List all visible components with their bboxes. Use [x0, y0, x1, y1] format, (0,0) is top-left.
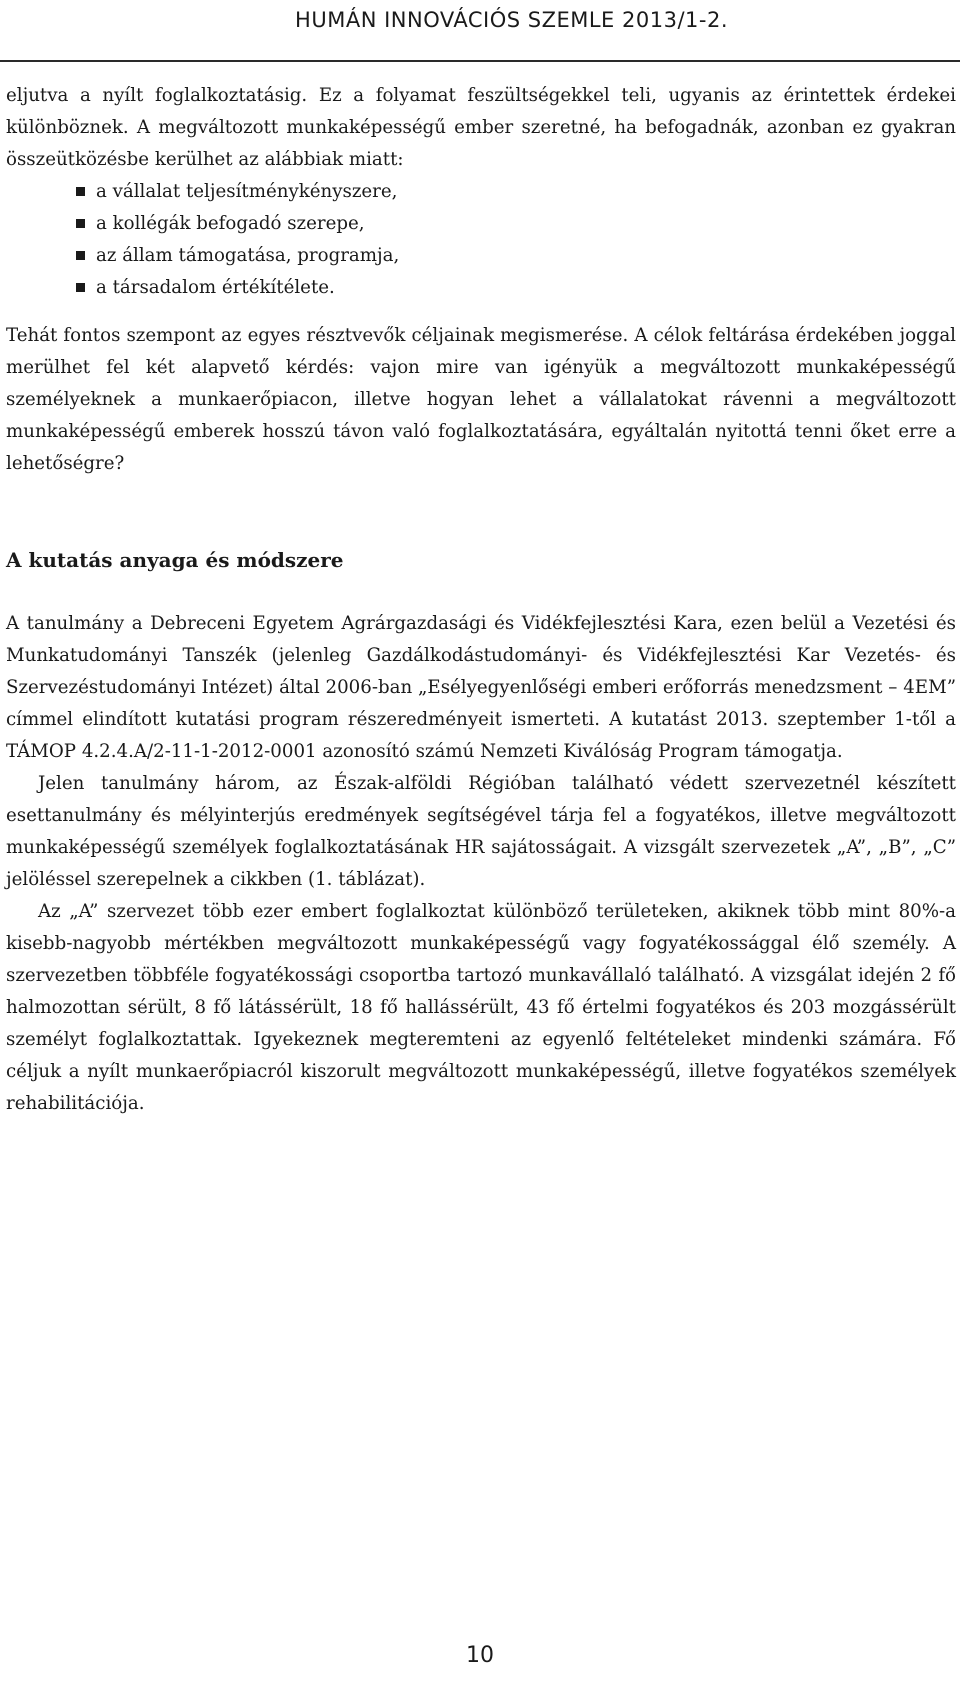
- bullet-text: a társadalom értékítélete.: [96, 277, 335, 298]
- bullet-item: [6, 272, 956, 304]
- bullet-item: [6, 208, 956, 240]
- paragraph-5: Az „A” szervezet több ezer embert foglalkoztat különböző területeken, akiknek több mint 80%-a kisebb-nagyobb mértékben megváltozott munkaképességű vagy fogyatékossággal élő személy. A szervezetben többféle fogyatékossági csoportba tartozó munkavállaló található. A vizsgálat idején 2 fő halmozottan sérült, 8 fő látássérült, 18 fő hallássérült, 43 fő értelmi fogyatékos és 203 mozgássérült személyt foglalkoztattak. Igyekeznek megteremteni az egyenlő feltételeket mindenki számára. Fő céljuk a nyílt munkaerőpiacról kiszorult megváltozott munkaképességű, illetve fogyatékos személyek rehabilitációja.: [6, 901, 956, 1114]
- page-header: [0, 0, 960, 62]
- square-bullet-icon: [76, 219, 85, 228]
- paragraph-4: Jelen tanulmány három, az Észak-alföldi Régióban található védett szervezetnél készített esettanulmány és mélyinterjús eredmények segítségével tárja fel a fogyatékos, illetve megváltozott munkaképességű személyek foglalkoztatásának HR sajátosságait. A vizsgált szervezetek „A”, „B”, „C” jelöléssel szerepelnek a cikkben (1. táblázat).: [6, 773, 956, 890]
- section-heading: A kutatás anyaga és módszere: [6, 548, 344, 572]
- paragraph-1: eljutva a nyílt foglalkoztatásig. Ez a folyamat feszültségekkel teli, ugyanis az érintettek érdekei különböznek. A megváltozott munkaképességű ember szeretné, ha befogadnák, azonban ez gyakran összeütközésbe kerülhet az alábbiak miatt:: [6, 85, 956, 170]
- bullet-text: a kollégák befogadó szerepe,: [96, 213, 365, 234]
- bullet-item: [6, 240, 956, 272]
- square-bullet-icon: [76, 251, 85, 260]
- bullet-item: [6, 176, 956, 208]
- paragraph-2: Tehát fontos szempont az egyes résztvevők céljainak megismerése. A célok feltárása érdekében joggal merülhet fel két alapvető kérdés: vajon mire van igényük a megváltozott munkaképességű személyeknek a munkaerőpiacon, illetve hogyan lehet a vállalatokat rávenni a megváltozott munkaképességű emberek hosszú távon való foglalkoztatására, egyáltalán nyitottá tenni őket erre a lehetőségre?: [6, 325, 956, 474]
- journal-title: HUMÁN INNOVÁCIÓS SZEMLE 2013/1-2.: [295, 8, 728, 32]
- square-bullet-icon: [76, 187, 85, 196]
- paragraph-3: A tanulmány a Debreceni Egyetem Agrárgazdasági és Vidékfejlesztési Kara, ezen belül a Vezetési és Munkatudományi Tanszék (jelenleg Gazdálkodástudományi- és Vidékfejlesztési Kar Vezetés- és Szervezéstudományi Intézet) által 2006-ban „Esélyegyenlőségi emberi erőforrás menedzsment – 4EM” címmel elindított kutatási program részeredményeit ismerteti. A kutatást 2013. szeptember 1-től a TÁMOP 4.2.4.A/2-11-1-2012-0001 azonosító számú Nemzeti Kiválóság Program támogatja.: [6, 613, 956, 762]
- square-bullet-icon: [76, 283, 85, 292]
- page-body: [6, 80, 956, 1120]
- page-number: 10: [466, 1643, 494, 1668]
- bullet-list: [6, 176, 956, 304]
- bullet-text: a vállalat teljesítménykényszere,: [96, 181, 398, 202]
- bullet-text: az állam támogatása, programja,: [96, 245, 400, 266]
